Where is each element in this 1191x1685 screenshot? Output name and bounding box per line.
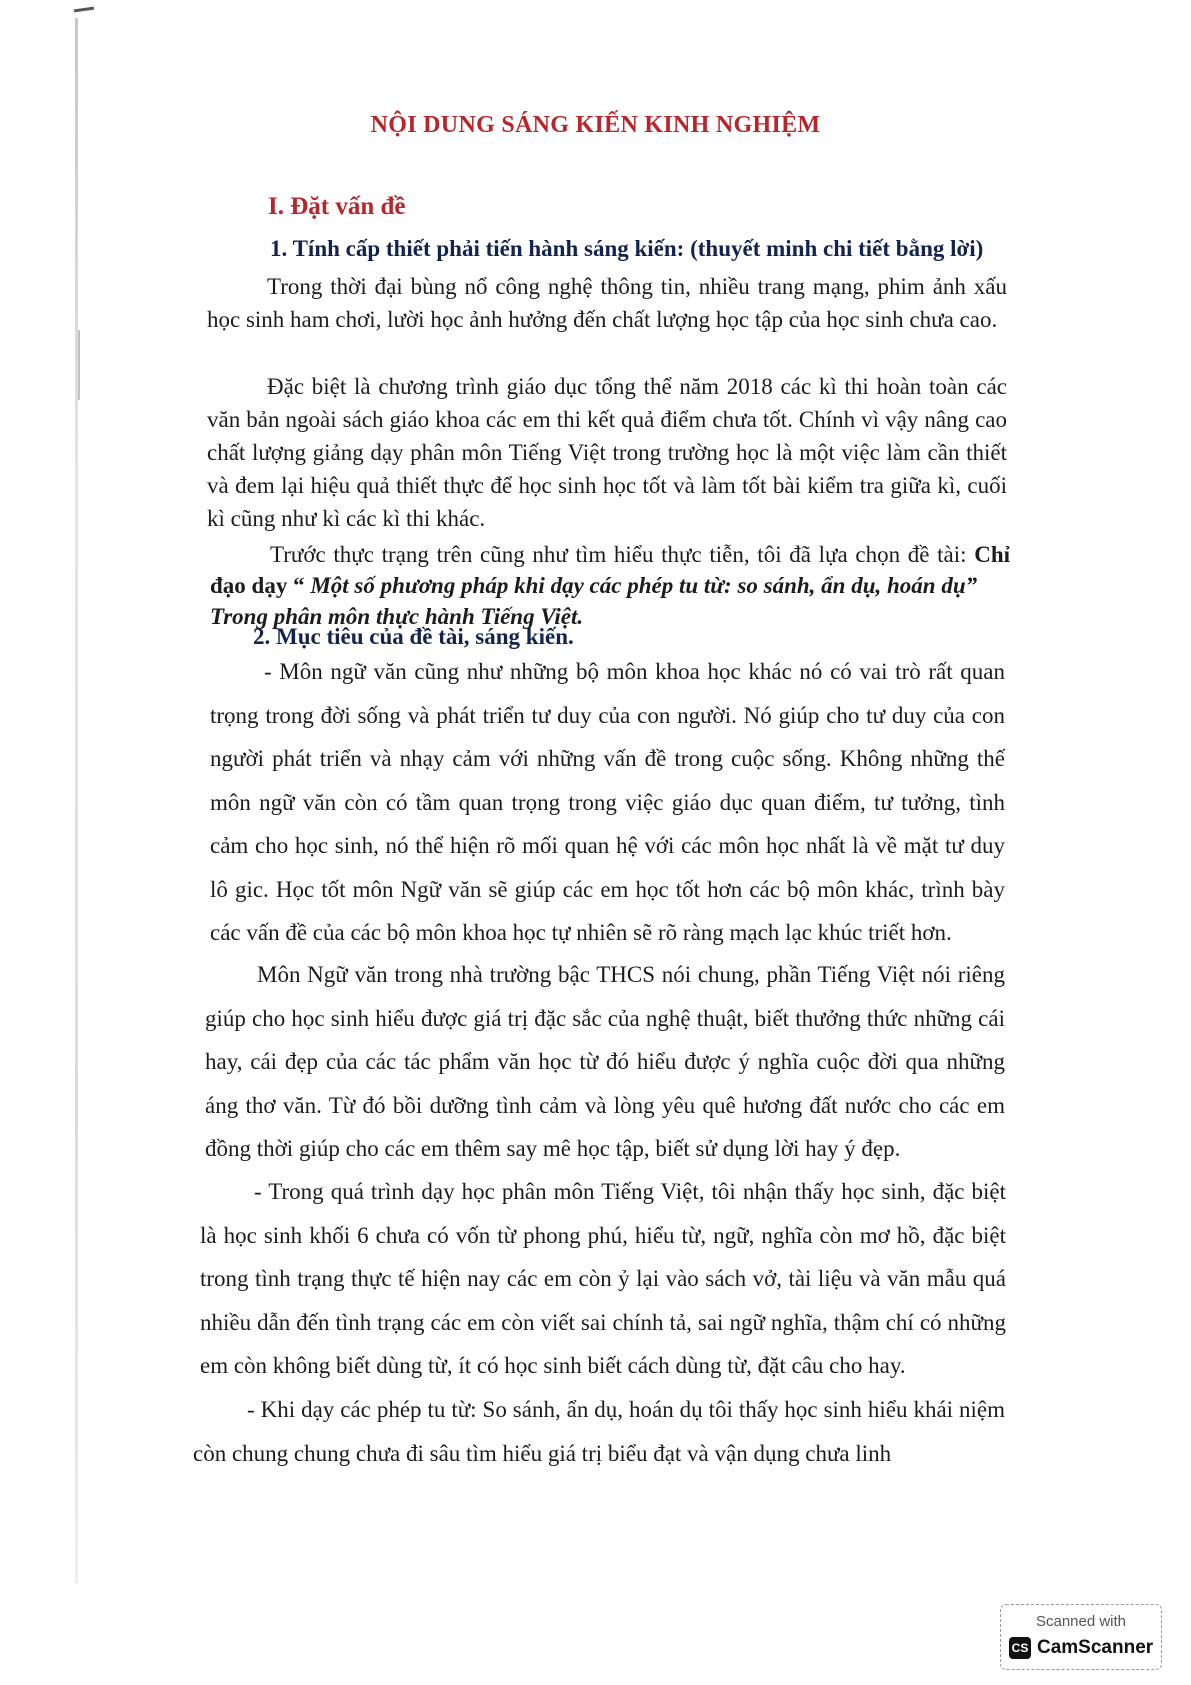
paragraph-4: - Môn ngữ văn cũng như những bộ môn khoa học khác nó có vai trò rất quan trọng trong đời sống và phát triển tư duy của con người. Nó giúp cho tư duy của con người phát triển và nhạy cảm với những vấn đề trong cuộc sống. Không những thế môn ngữ văn còn có tầm quan trọng trong việc giáo dục quan điểm, tư tưởng, tình cảm cho học sinh, nó thể hiện rõ mối quan hệ với các môn học nhất là về mặt tư duy lô gic. Học tốt môn Ngữ văn sẽ giúp các em học tốt hơn các bộ môn khác, trình bày các vấn đề của các bộ môn khoa học tự nhiên sẽ rõ ràng mạch lạc khúc triết hơn. — [210, 659, 1005, 945]
topic-intro: Trước thực trạng trên cũng như tìm hiểu thực tiễn, tôi đã lựa chọn đề tài: — [270, 542, 975, 567]
paragraph-topic — [210, 539, 1010, 632]
paragraph-6: - Trong quá trình dạy học phân môn Tiếng Việt, tôi nhận thấy học sinh, đặc biệt là học sinh khối 6 chưa có vốn từ phong phú, hiểu từ, ngữ, nghĩa còn mơ hồ, đặc biệt trong tình trạng thực tế hiện nay các em còn ỷ lại vào sách vở, tài liệu và văn mẫu quá nhiều dẫn đến tình trạng các em còn viết sai chính tả, sai ngữ nghĩa, thậm chí có những em còn không biết dùng từ, ít có học sinh biết cách dùng từ, đặt câu cho hay. — [200, 1179, 1006, 1378]
section-heading: I. Đặt vấn đề — [268, 193, 406, 220]
scan-edge-line — [75, 18, 78, 1583]
watermark-brand-row — [1009, 1637, 1153, 1659]
paragraph-5: Môn Ngữ văn trong nhà trường bậc THCS nói chung, phần Tiếng Việt nói riêng giúp cho học sinh hiểu được giá trị đặc sắc của nghệ thuật, biết thưởng thức những cái hay, cái đẹp của các tác phẩm văn học từ đó hiểu được ý nghĩa cuộc đời qua những áng thơ văn. Từ đó bồi dưỡng tình cảm và lòng yêu quê hương đất nước cho các em đồng thời giúp cho các em thêm say mê học tập, biết sử dụng lời hay ý đẹp. — [205, 962, 1005, 1161]
paragraph-7: - Khi dạy các phép tu từ: So sánh, ẩn dụ, hoán dụ tôi thấy học sinh hiểu khái niệm còn chung chung chưa đi sâu tìm hiểu giá trị biểu đạt và vận dụng chưa linh — [193, 1397, 1005, 1466]
camscanner-logo-icon: CS — [1009, 1637, 1031, 1659]
watermark-brand: CamScanner — [1037, 1637, 1154, 1658]
topic-title-line2: Trong phân môn thực hành Tiếng Việt. — [210, 604, 584, 629]
watermark-caption: Scanned with — [1035, 1613, 1127, 1630]
paragraph-1: Trong thời đại bùng nổ công nghệ thông tin, nhiều trang mạng, phim ảnh xấu học sinh ham chơi, lười học ảnh hưởng đến chất lượng học tập của học sinh chưa cao. — [207, 274, 1007, 332]
topic-title: Một số phương pháp khi dạy các phép tu từ: so sánh, ẩn dụ, hoán dụ” — [310, 573, 978, 598]
topic-directive: Chỉ đạo dạy “ — [210, 542, 1010, 598]
subheading-objectives: 2. Mục tiêu của đề tài, sáng kiến. — [253, 624, 574, 649]
scan-edge-mark — [78, 330, 80, 400]
paragraph-2: Đặc biệt là chương trình giáo dục tổng thể năm 2018 các kì thi hoàn toàn các văn bản ngoài sách giáo khoa các em thi kết quả điểm chưa tốt. Chính vì vậy nâng cao chất lượng giảng dạy phân môn Tiếng Việt trong trường học là một việc làm cần thiết và đem lại hiệu quả thiết thực để học sinh học tốt và làm tốt bài kiểm tra giữa kì, cuối kì cũng như kì các kì thi khác. — [207, 374, 1007, 531]
document-title: NỘI DUNG SÁNG KIẾN KINH NGHIỆM — [370, 112, 821, 138]
camscanner-watermark — [1000, 1604, 1162, 1670]
scan-mark — [74, 7, 94, 13]
subheading-urgency: 1. Tính cấp thiết phải tiến hành sáng kiến: (thuyết minh chi tiết bằng lời) — [270, 236, 984, 261]
